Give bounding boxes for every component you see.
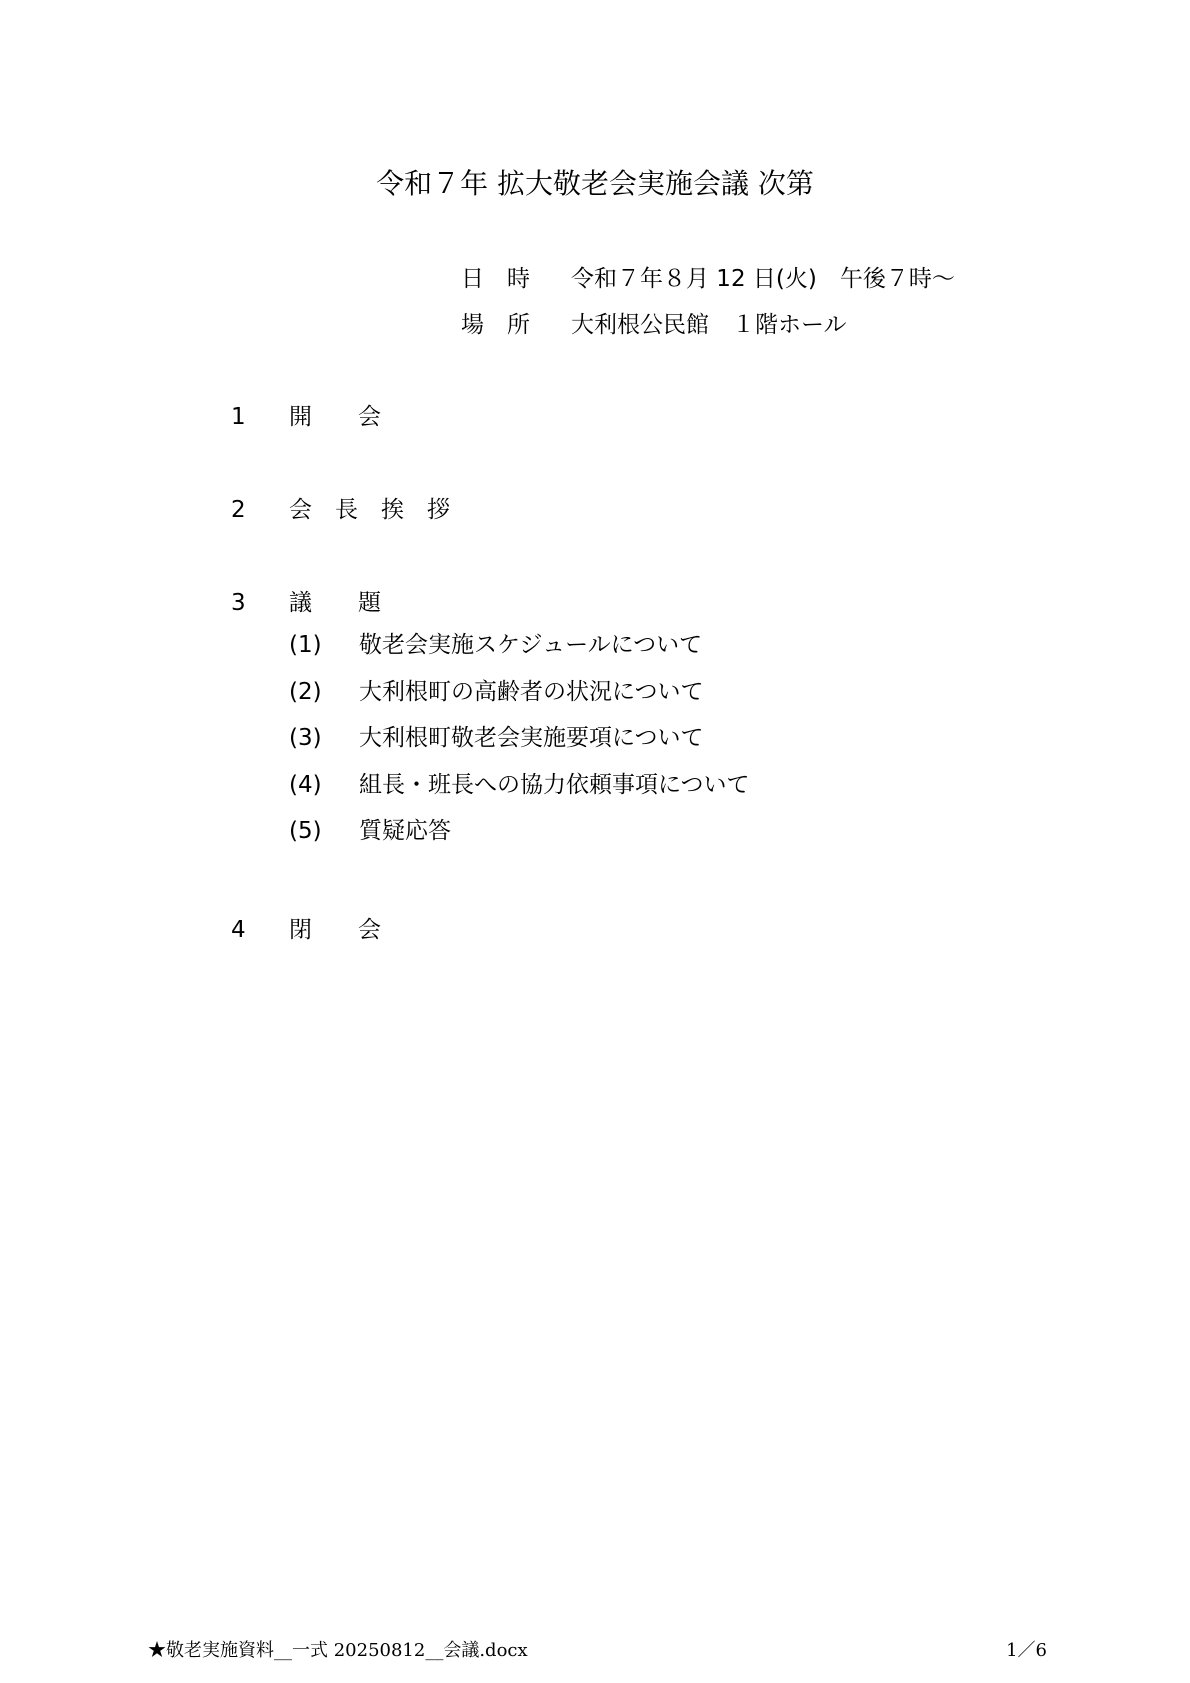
section-number: 4 — [231, 917, 246, 943]
agenda-list — [289, 630, 750, 863]
agenda-item — [289, 770, 750, 817]
section-agenda — [231, 584, 381, 617]
datetime-row — [461, 260, 955, 293]
place-value: 大利根公民館 １階ホール — [571, 312, 847, 338]
agenda-item — [289, 816, 750, 863]
section-number: 1 — [231, 404, 246, 430]
agenda-item — [289, 677, 750, 724]
place-row — [461, 306, 847, 339]
agenda-item-text: 敬老会実施スケジュールについて — [359, 632, 703, 658]
agenda-item-text: 大利根町の高齢者の状況について — [359, 678, 704, 705]
agenda-item-text: 質疑応答 — [359, 818, 451, 844]
document-title: 令和７年 拡大敬老会実施会議 次第 — [376, 167, 814, 200]
section-title: 開 会 — [289, 404, 381, 430]
section-title: 閉 会 — [289, 917, 381, 943]
section-number: 2 — [231, 497, 246, 523]
agenda-item-number: (2) — [289, 678, 322, 705]
agenda-item-number: (1) — [289, 632, 322, 658]
datetime-label: 日 時 — [461, 266, 530, 292]
agenda-item-number: (5) — [289, 818, 322, 844]
section-opening — [231, 398, 381, 431]
section-title: 議 題 — [289, 590, 381, 616]
agenda-item-text: 組長・班長への協力依頼事項について — [359, 771, 750, 798]
footer-page-indicator: 1／6 — [1006, 1640, 1047, 1661]
agenda-item-text: 大利根町敬老会実施要項について — [359, 725, 704, 751]
section-number: 3 — [231, 590, 246, 616]
section-title: 会 長 挨 拶 — [289, 497, 450, 523]
footer-filename: ★敬老実施資料__一式 20250812__会議.docx — [148, 1640, 528, 1661]
place-label: 場 所 — [461, 312, 530, 338]
datetime-value: 令和７年８月 12 日(火) 午後７時～ — [571, 266, 955, 292]
agenda-item — [289, 630, 750, 677]
agenda-item-number: (4) — [289, 771, 322, 798]
agenda-item-number: (3) — [289, 725, 322, 751]
agenda-item — [289, 723, 750, 770]
section-closing — [231, 911, 381, 944]
section-greeting — [231, 491, 450, 524]
